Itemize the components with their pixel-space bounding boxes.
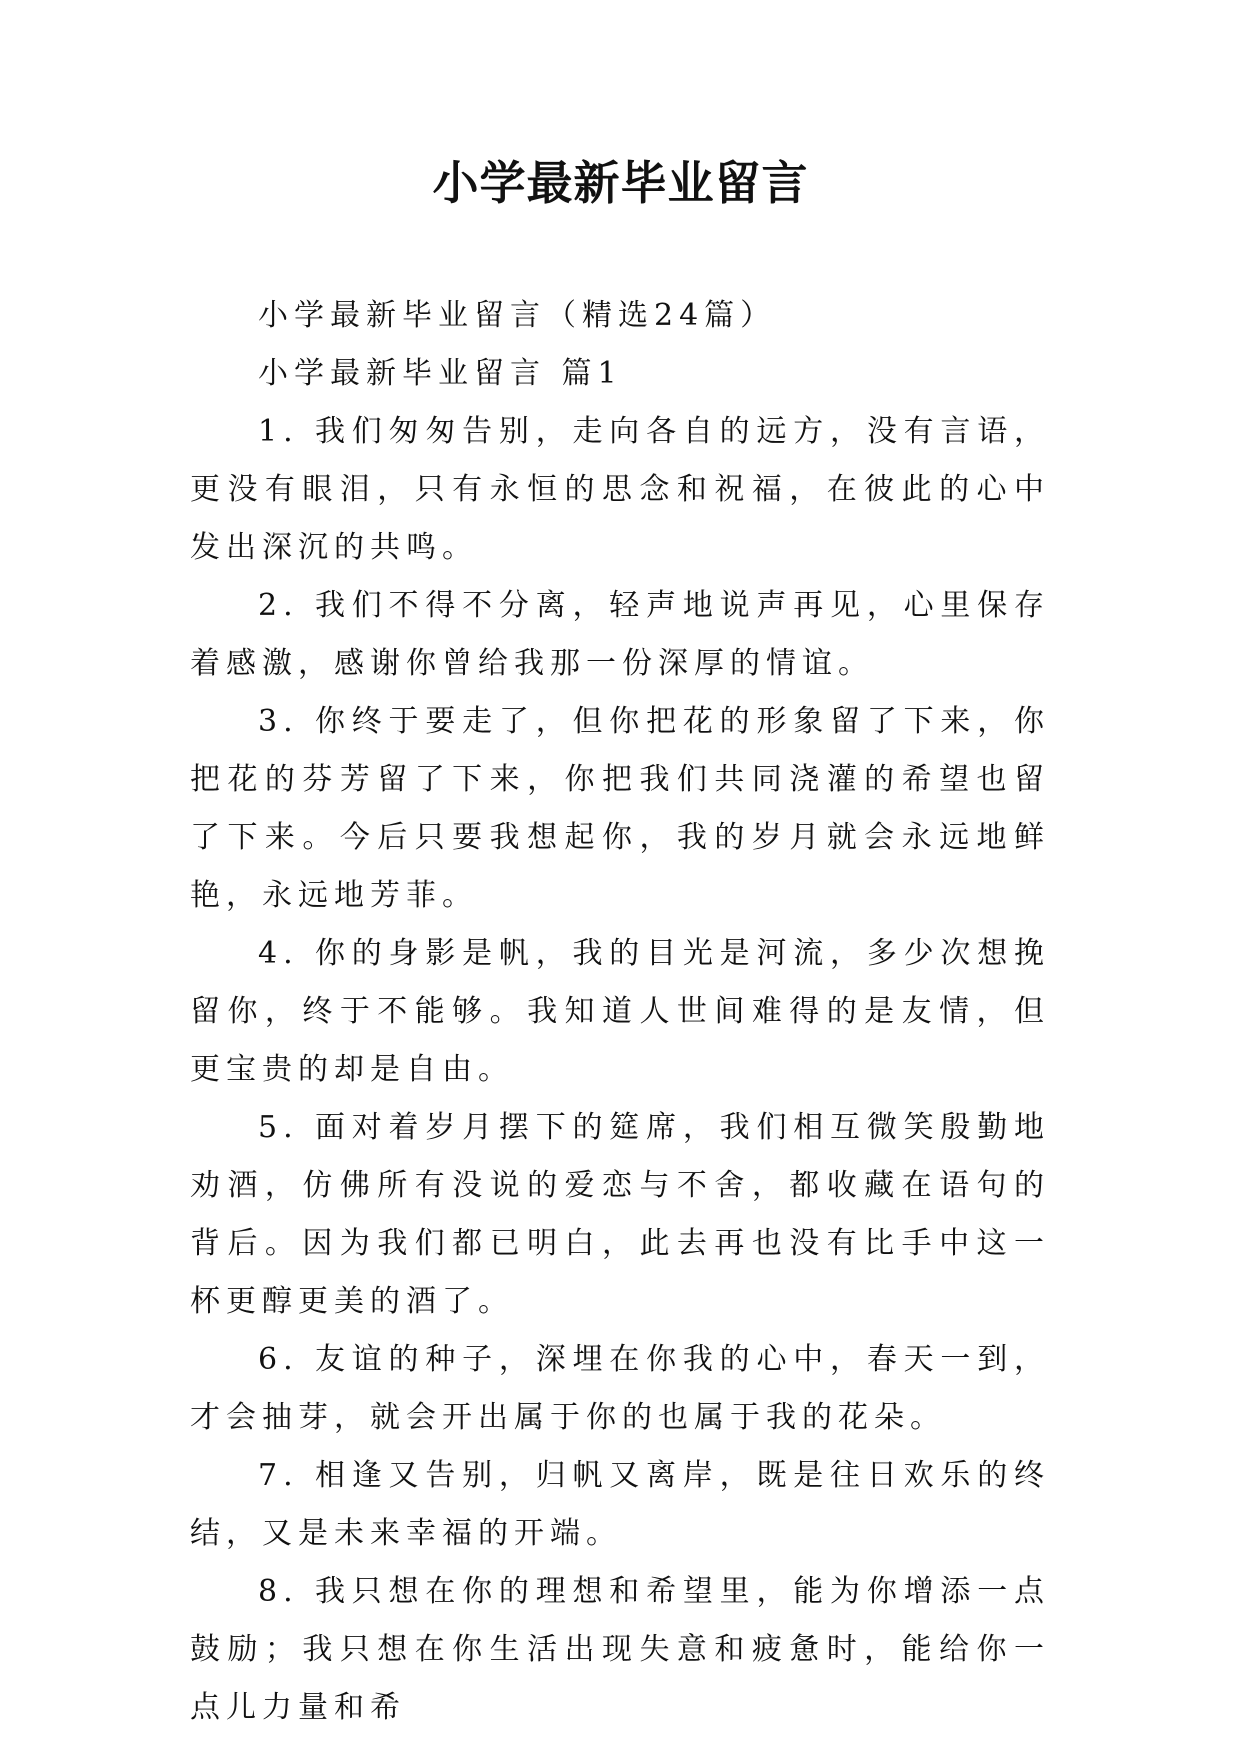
paragraph-4: 4. 你的身影是帆，我的目光是河流，多少次想挽留你，终于不能够。我知道人世间难得的是友情，但更宝贵的却是自由。 — [190, 936, 1050, 1087]
paragraph-7: 7. 相逢又告别，归帆又离岸，既是往日欢乐的终结，又是未来幸福的开端。 — [190, 1458, 1050, 1551]
paragraph-8: 8. 我只想在你的理想和希望里，能为你增添一点鼓励；我只想在你生活出现失意和疲惫时，能给你一点儿力量和希 — [190, 1574, 1050, 1725]
paragraph-5: 5. 面对着岁月摆下的筵席，我们相互微笑殷勤地劝酒，仿佛所有没说的爱恋与不舍，都收藏在语句的背后。因为我们都已明白，此去再也没有比手中这一杯更醇更美的酒了。 — [190, 1110, 1050, 1319]
paragraph-3: 3. 你终于要走了，但你把花的形象留了下来，你把花的芬芳留了下来，你把我们共同浇灌的希望也留了下来。今后只要我想起你，我的岁月就会永远地鲜艳，永远地芳菲。 — [190, 704, 1050, 913]
paragraph-2: 2. 我们不得不分离，轻声地说声再见，心里保存着感激，感谢你曾给我那一份深厚的情谊。 — [190, 588, 1050, 681]
document-subtitle: 小学最新毕业留言（精选24篇） — [258, 298, 777, 333]
paragraph-6: 6. 友谊的种子，深埋在你我的心中，春天一到，才会抽芽，就会开出属于你的也属于我的花朵。 — [190, 1342, 1050, 1435]
paragraph-1: 1. 我们匆匆告别，走向各自的远方，没有言语，更没有眼泪，只有永恒的思念和祝福，在彼此的心中发出深沉的共鸣。 — [190, 414, 1050, 565]
document-body — [190, 287, 1050, 1737]
page-title: 小学最新毕业留言 — [432, 156, 809, 210]
section-heading: 小学最新毕业留言 篇1 — [258, 356, 623, 391]
